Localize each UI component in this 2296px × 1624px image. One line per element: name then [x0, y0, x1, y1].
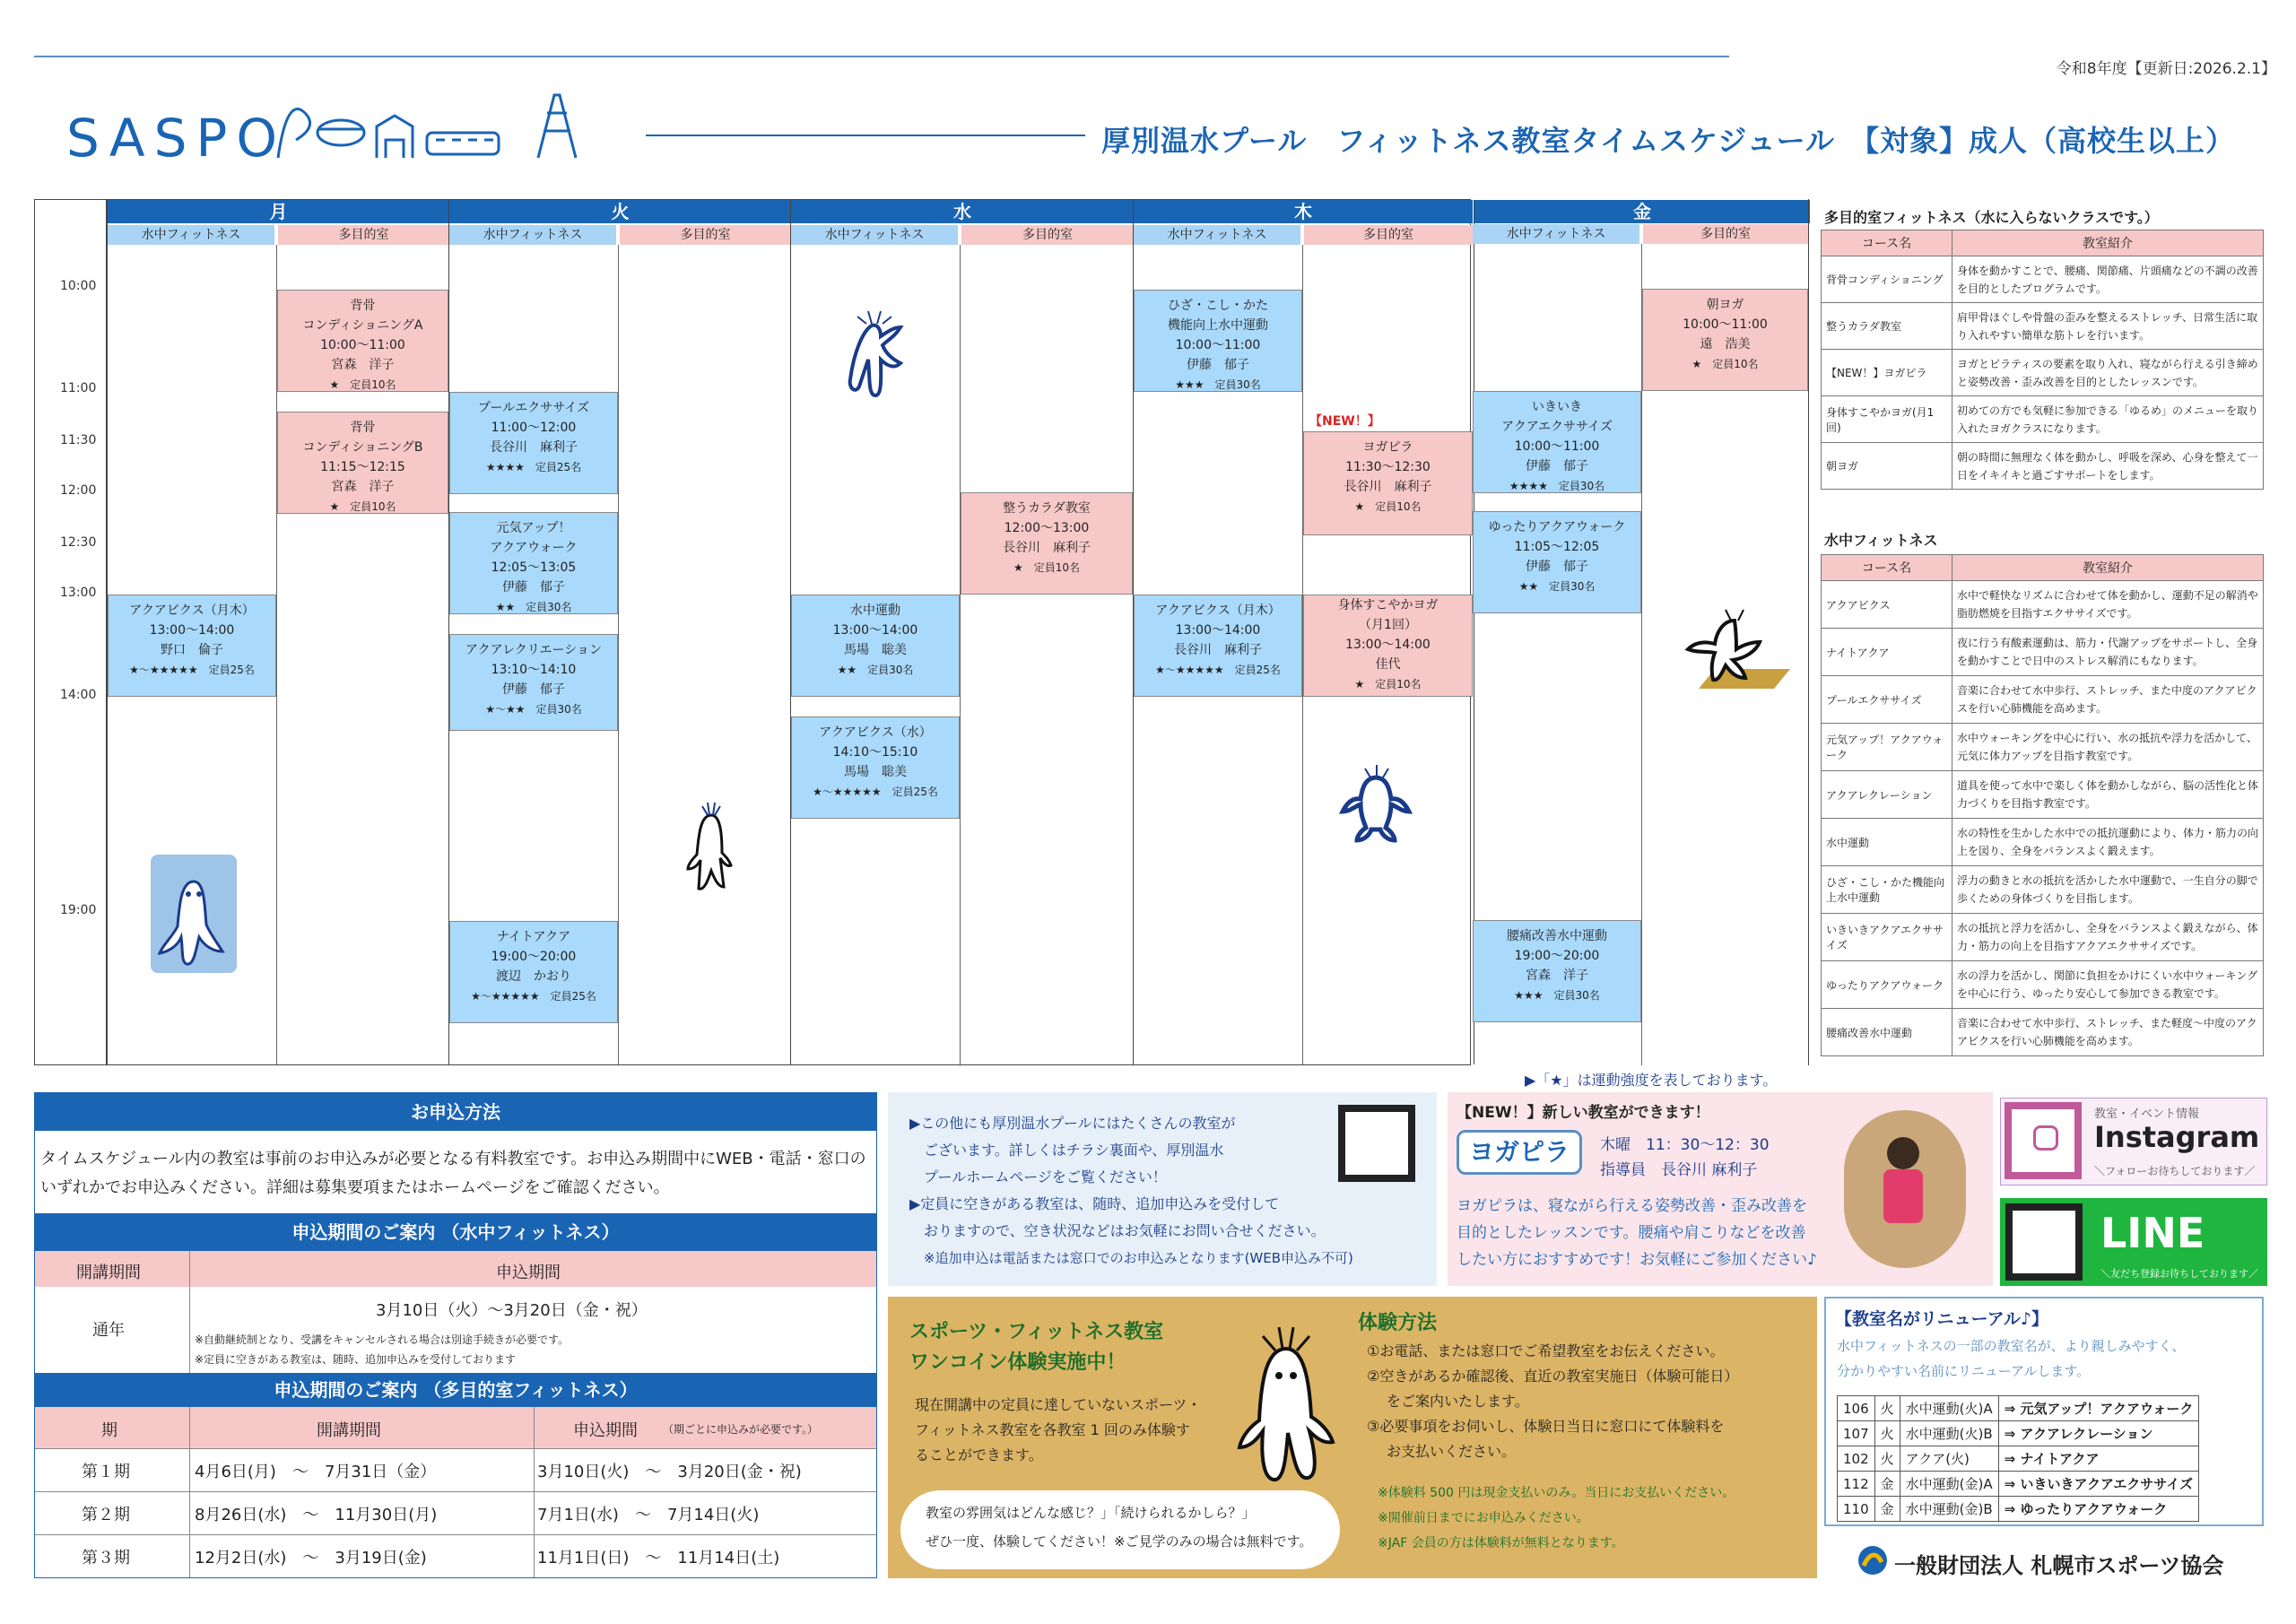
room-header: 多目的室: [620, 225, 791, 245]
class-time: 14:10～15:10: [832, 745, 918, 760]
course-desc: 肩甲骨ほぐしや骨盤の歪みを整えるストレッチ、日常生活に取り入れやすい簡単な筋トレを行います。: [1952, 303, 2264, 350]
new-badge: 【NEW！】: [1309, 414, 1380, 429]
class-block[interactable]: [449, 634, 618, 731]
class-block[interactable]: [791, 716, 960, 819]
cell: 107: [1838, 1421, 1875, 1446]
class-time: 13:10～14:10: [491, 663, 577, 677]
course-name: アクアビクス: [1822, 581, 1952, 629]
class-time: 11:15～12:15: [320, 460, 405, 474]
term-apply: 7月1日(水) ～ 7月14日(火): [537, 1506, 760, 1524]
speech-bubble: [900, 1490, 1340, 1569]
course-name: ひざ・こし・かた機能向上水中運動: [1822, 866, 1952, 914]
row-divider: [35, 1491, 876, 1492]
divider: [534, 1407, 535, 1577]
class-name: 水中運動: [850, 604, 900, 618]
intensity-note: ▶「★」は運動強度を表しております。: [1525, 1072, 1778, 1089]
class-instructor: 伊藤 郁子: [1526, 459, 1588, 473]
col-header: 期: [101, 1421, 117, 1440]
term-label: 第１期: [82, 1463, 130, 1481]
divider: [189, 1407, 190, 1577]
class-capacity: ★ 定員10名: [1354, 678, 1422, 690]
course-name: プールエクササイズ: [1822, 676, 1952, 724]
class-time: 12:00～13:00: [1004, 521, 1090, 535]
col-header: 開講期間: [76, 1264, 141, 1282]
mascot-dancing-icon: [836, 299, 917, 406]
class-block[interactable]: [277, 290, 448, 392]
divider: [189, 1251, 190, 1373]
update-date: 令和8年度【更新日:2026.2.1】: [2056, 60, 2276, 78]
info-line: ございます。詳しくはチラシ裏面や、厚別温水: [924, 1142, 1224, 1159]
col-header: コース名: [1822, 230, 1952, 256]
day-header: 金: [1474, 200, 1810, 223]
course-name: 朝ヨガ: [1822, 443, 1952, 490]
class-time: 13:00～14:00: [1175, 623, 1261, 638]
water-table-title: 水中フィットネス: [1824, 532, 1938, 549]
class-capacity: ★ 定員10名: [1013, 561, 1081, 574]
day-header: 火: [449, 200, 791, 223]
class-instructor: 伊藤 郁子: [1526, 560, 1588, 574]
trial-step: ①お電話、または窓口でご希望教室をお伝えください。: [1367, 1342, 1725, 1359]
photo-head: [1887, 1137, 1919, 1169]
class-time: 11:00～12:00: [491, 421, 577, 435]
water-header: 水中フィットネス: [108, 225, 274, 245]
class-instructor: 馬場 聡美: [844, 643, 907, 657]
bubble-text: 教室の雰囲気はどんな感じ？」「続けられるかしら？」: [926, 1505, 1256, 1521]
class-name: 元気アップ！ アクアウォーク: [490, 521, 578, 555]
course-desc: 朝の時間に無理なく体を動かし、呼吸を深め、心身を整えて一日をイキイキと過ごすサポートをします。: [1952, 443, 2264, 490]
course-desc: 水中で軽快なリズムに合わせて体を動かし、運動不足の解消や脂肪燃焼を目指すエクササイズです。: [1952, 581, 2264, 629]
cell: 水中運動(火)A: [1900, 1396, 1998, 1421]
line-label: LINE: [2100, 1209, 2205, 1257]
class-block[interactable]: [1134, 290, 1302, 392]
class-name: ナイトアクア: [496, 930, 571, 944]
class-capacity: ★ 定員10名: [329, 378, 396, 391]
water-header: 水中フィットネス: [791, 225, 958, 245]
instagram-label: Instagram: [2094, 1120, 2260, 1154]
class-name: 背骨 コンディショニングA: [302, 299, 423, 333]
class-instructor: 渡辺 かおり: [496, 969, 571, 984]
class-block[interactable]: [1473, 391, 1641, 493]
class-name: ゆったりアクアウォーク: [1488, 520, 1626, 534]
day-tuesday: [448, 200, 790, 1064]
renewal-title: 【教室名がリニューアル♪】: [1835, 1309, 2049, 1329]
course-desc: 夜に行う有酸素運動は、筋力・代謝アップをサポートし、全身を動かすことで日中のストレス解消にもなります。: [1952, 629, 2264, 676]
trial-method-title: 体験方法: [1358, 1312, 1438, 1334]
column-divider: [618, 245, 619, 1064]
course-name: 整うカラダ教室: [1822, 303, 1952, 350]
note: ※定員に空きがある教室は、随時、追加申込みを受付しております: [195, 1353, 517, 1366]
cell: ⇒ ゆったりアクアウォーク: [1998, 1497, 2199, 1522]
grid-right-border: [1808, 199, 1809, 1065]
class-name: 整うカラダ教室: [1003, 501, 1091, 516]
trial-text: フィットネス教室を各教室 1 回のみ体験す: [915, 1421, 1190, 1438]
course-name: 腰痛改善水中運動: [1822, 1009, 1952, 1056]
class-name: アクアレクリエーション: [465, 643, 602, 657]
day-wednesday: [790, 200, 1133, 1064]
class-time: 19:00～20:00: [1514, 949, 1600, 963]
day-header: 月: [108, 200, 449, 223]
course-desc: 浮力の動きと水の抵抗を活かした水中運動で、一生自分の脚で歩くための身体づくりを目指します。: [1952, 866, 2264, 914]
top-rule: [34, 56, 1729, 57]
time-label: 12:30: [60, 535, 97, 550]
term-label: 第２期: [82, 1506, 130, 1524]
class-capacity: ★★★★ 定員25名: [485, 461, 582, 473]
instagram-caption: 教室・イベント情報: [2094, 1107, 2200, 1121]
class-block[interactable]: [108, 595, 276, 697]
cell: ⇒ いきいきアクアエクササイズ: [1998, 1472, 2199, 1497]
class-instructor: 宮森 洋子: [331, 480, 395, 494]
class-instructor: 伊藤 郁子: [502, 580, 565, 595]
class-name: アクアビクス（月木）: [1155, 604, 1281, 618]
water-period-header: [35, 1251, 876, 1287]
class-time: 13:00～14:00: [1345, 638, 1431, 652]
class-instructor: 伊藤 郁子: [1187, 358, 1249, 372]
info-box: [888, 1092, 1437, 1286]
day-thursday: [1133, 200, 1474, 1064]
class-name: いきいき アクアエクササイズ: [1501, 400, 1613, 434]
cell: 水中運動(火)B: [1900, 1421, 1998, 1446]
course-name: 背骨コンディショニング: [1822, 256, 1952, 303]
info-line: おりますので、空き状況などはお気軽にお問い合せください。: [924, 1222, 1326, 1239]
class-instructor: 長谷川 麻利子: [1174, 643, 1262, 657]
cell: 水中運動(金)A: [1900, 1472, 1998, 1497]
application-box: [34, 1092, 877, 1578]
trial-text: ることができます。: [915, 1446, 1043, 1463]
renewal-box: [1824, 1297, 2264, 1526]
col-header: 申込期間: [573, 1421, 638, 1440]
cell: アクア(火): [1900, 1446, 1998, 1472]
period-dates: 3月10日（火）～3月20日（金・祝）: [376, 1301, 648, 1320]
new-class-desc: 目的としたレッスンです。腰痛や肩こりなどを改善: [1457, 1224, 1806, 1242]
water-course-table: [1821, 554, 2264, 1056]
room-course-table: [1821, 230, 2264, 490]
term-label: 第３期: [82, 1549, 130, 1568]
class-instructor: 長谷川 麻利子: [490, 440, 578, 455]
time-label: 11:30: [60, 433, 97, 447]
class-block[interactable]: [791, 595, 960, 697]
row-divider: [35, 1448, 876, 1449]
class-capacity: ★★★ 定員30名: [1514, 989, 1600, 1002]
mascot-yoga-icon: [1672, 603, 1797, 716]
apply-text: タイムスケジュール内の教室は事前のお申込みが必要となる有料教室です。お申込み期間中にWEB・電話・窓口のいずれかでお申込みください。詳細は募集要項またはホームページをご確認ください。: [40, 1150, 866, 1197]
class-name: ヨガピラ: [1362, 440, 1413, 455]
class-time: 12:05～13:05: [491, 560, 577, 575]
section-header: 申込期間のご案内 （多目的室フィットネス）: [35, 1373, 876, 1407]
new-class-desc: ヨガピラは、寝ながら行える姿勢改善・歪み改善を: [1457, 1197, 1807, 1215]
room-header: 多目的室: [1643, 224, 1808, 244]
renewal-desc: 水中フィットネスの一部の教室名が、より親しみやすく、: [1837, 1338, 2186, 1354]
trial-note: ※開催前日までにお申込みください。: [1378, 1511, 1589, 1525]
cell: ⇒ 元気アップ！アクアウォーク: [1998, 1396, 2199, 1421]
new-class-instructor: 指導員 長谷川 麻利子: [1600, 1161, 1758, 1179]
city-illustration-icon: [269, 77, 646, 161]
info-line: ▶定員に空きがある教室は、随時、追加申込みを受付して: [909, 1195, 1280, 1212]
class-name: プールエクササイズ: [477, 401, 590, 415]
col-header: 開講期間: [317, 1421, 381, 1440]
class-capacity: ★～★★ 定員30名: [485, 703, 582, 716]
class-time: 11:05～12:05: [1514, 540, 1600, 554]
class-block[interactable]: [1473, 920, 1641, 1022]
association-logo-icon: [1857, 1544, 1889, 1576]
class-block[interactable]: [1303, 595, 1473, 697]
class-capacity: ★～★★★★★ 定員25名: [1155, 664, 1281, 676]
instagram-sub: ＼フォローお待ちしております／: [2094, 1165, 2256, 1177]
course-desc: 初めての方でも気軽に参加できる「ゆるめ」のメニューを取り入れたヨガクラスになります。: [1952, 396, 2264, 443]
class-time: 11:30～12:30: [1345, 460, 1431, 474]
renewal-desc: 分かりやすい名前にリニューアルします。: [1837, 1363, 2091, 1379]
class-capacity: ★ 定員10名: [329, 500, 396, 513]
new-class-time: 木曜 11：30～12：30: [1600, 1136, 1770, 1154]
course-desc: 音楽に合わせて水中歩行、ストレッチ、また軽度～中度のアクアビクスを行い心肺機能を高めます。: [1952, 1009, 2264, 1056]
class-capacity: ★★ 定員30名: [495, 601, 572, 613]
class-time: 19:00～20:00: [491, 950, 577, 964]
water-header: 水中フィットネス: [449, 225, 616, 245]
course-name: いきいきアクアエクササイズ: [1822, 914, 1952, 961]
course-name: 水中運動: [1822, 819, 1952, 866]
cell: 金: [1874, 1497, 1900, 1522]
time-label: 12:00: [60, 483, 97, 498]
new-class-heading: 【NEW！】新しい教室ができます！: [1457, 1104, 1710, 1122]
room-header: 多目的室: [1304, 225, 1473, 245]
class-name: アクアビクス（月木）: [129, 604, 255, 618]
section-header: お申込方法: [35, 1093, 876, 1131]
term-dates: 4月6日(月) ～ 7月31日（金）: [195, 1463, 437, 1481]
mascot-stretching-icon: [1336, 760, 1417, 846]
term-dates: 8月26日(水) ～ 11月30日(月): [195, 1506, 438, 1524]
new-class-desc: したい方におすすめです！お気軽にご参加ください♪: [1457, 1251, 1818, 1269]
info-line: ※追加申込は電話または窓口でのお申込みとなります(WEB申込み不可): [924, 1250, 1353, 1266]
column-divider: [960, 245, 961, 1064]
class-name: ひざ・こし・かた 機能向上水中運動: [1168, 299, 1268, 333]
trial-step: ②空きがあるか確認後、直近の教室実施日（体験可能日）: [1367, 1368, 1739, 1385]
day-header: 水: [791, 200, 1134, 223]
mascot-trial-icon: [1229, 1313, 1345, 1492]
class-name: アクアビクス（水）: [819, 725, 932, 740]
title-rule: [646, 135, 1085, 136]
instagram-box[interactable]: [2000, 1098, 2267, 1185]
time-label: 10:00: [60, 279, 97, 293]
trial-text: 現在開講中の定員に達していないスポーツ・: [915, 1396, 1202, 1413]
class-block[interactable]: [449, 921, 618, 1023]
trial-step: お支払いください。: [1387, 1443, 1517, 1460]
class-name: 身体すこやかヨガ （月1回）: [1337, 598, 1439, 632]
term-dates: 12月2日(水) ～ 3月19日(金): [195, 1549, 427, 1568]
day-monday: [107, 200, 448, 1064]
col-header: 申込期間: [496, 1264, 561, 1282]
term-apply: 3月10日(火) ～ 3月20日(金・祝): [537, 1463, 802, 1481]
class-time: 10:00～11:00: [1683, 317, 1768, 332]
class-block[interactable]: [449, 392, 618, 494]
room-header: 多目的室: [278, 225, 449, 245]
association-name: 一般財団法人 札幌市スポーツ協会: [1894, 1553, 2224, 1578]
class-instructor: 長谷川 麻利子: [1344, 480, 1432, 494]
trial-step: をご案内いたします。: [1387, 1393, 1529, 1410]
class-block[interactable]: [1642, 289, 1808, 391]
class-time: 10:00～11:00: [1514, 439, 1600, 454]
class-block[interactable]: [1303, 431, 1473, 535]
time-column: [35, 200, 107, 1064]
time-label: 19:00: [60, 903, 97, 917]
qr-code-icon[interactable]: [2005, 1203, 2083, 1281]
row-divider: [35, 1534, 876, 1535]
info-line: ▶この他にも厚別温水プールにはたくさんの教室が: [909, 1115, 1236, 1132]
class-instructor: 遠 浩美: [1700, 337, 1751, 352]
class-instructor: 伊藤 郁子: [502, 682, 565, 697]
class-capacity: ★～★★★★★ 定員25名: [129, 664, 255, 676]
class-instructor: 長谷川 麻利子: [1003, 541, 1091, 555]
course-name: 【NEW！】ヨガピラ: [1822, 350, 1952, 396]
instructor-photo: [1844, 1110, 1966, 1268]
cell: 火: [1874, 1396, 1900, 1421]
class-capacity: ★★ 定員30名: [1518, 580, 1596, 593]
class-instructor: 宮森 洋子: [331, 358, 395, 372]
room-header: 多目的室: [961, 225, 1134, 245]
class-instructor: 馬場 聡美: [844, 765, 907, 779]
course-desc: 水の浮力を活かし、関節に負担をかけにくい水中ウォーキングを中心に行う、ゆったり安心して参加できる教室です。: [1952, 961, 2264, 1009]
trial-title: スポーツ・フィットネス教室: [909, 1321, 1164, 1343]
time-label: 14:00: [60, 688, 97, 702]
class-name: 朝ヨガ: [1706, 298, 1744, 312]
course-desc: 水中ウォーキングを中心に行い、水の抵抗や浮力を活かして、元気に体力アップを目指す教室です。: [1952, 724, 2264, 771]
water-header: 水中フィットネス: [1473, 224, 1639, 244]
friday-content: [1473, 199, 1808, 1065]
instagram-icon: [2033, 1125, 2058, 1151]
class-capacity: ★～★★★★★ 定員25名: [813, 786, 938, 798]
cell: ⇒ ナイトアクア: [1998, 1446, 2199, 1472]
time-label: 13:00: [60, 586, 97, 600]
cell: 106: [1838, 1396, 1875, 1421]
course-desc: 音楽に合わせて水中歩行、ストレッチ、また中度のアクアビクスを行い心肺機能を高めます。: [1952, 676, 2264, 724]
course-name: 身体すこやかヨガ(月1回): [1822, 396, 1952, 443]
line-box[interactable]: [2000, 1198, 2267, 1286]
class-time: 13:00～14:00: [832, 623, 918, 638]
note: ※自動継続制となり、受講をキャンセルされる場合は別途手続きが必要です。: [195, 1333, 570, 1346]
section-header: 申込期間のご案内 （水中フィットネス）: [35, 1213, 876, 1251]
cell: ⇒ アクアレクレーション: [1998, 1421, 2199, 1446]
photo-body: [1883, 1169, 1923, 1223]
course-desc: 水の抵抗と浮力を活かし、全身をバランスよく鍛えながら、体力・筋力の向上を目指すアクアエクササイズです。: [1952, 914, 2264, 961]
class-time: 10:00～11:00: [1175, 338, 1261, 352]
class-capacity: ★ 定員10名: [1692, 358, 1759, 370]
mascot-swimming-icon: [151, 855, 237, 973]
class-block[interactable]: [961, 492, 1133, 595]
mascot-standing-icon: [684, 797, 738, 896]
class-name: 腰痛改善水中運動: [1507, 929, 1607, 943]
cell: 火: [1874, 1421, 1900, 1446]
period-label: 通年: [92, 1321, 125, 1340]
course-name: 元気アップ！アクアウォーク: [1822, 724, 1952, 771]
class-time: 10:00～11:00: [320, 338, 405, 352]
term-apply: 11月1日(日) ～ 11月14日(土): [537, 1549, 780, 1568]
time-label: 11:00: [60, 381, 97, 395]
trial-box: [888, 1297, 1817, 1578]
class-instructor: 野口 倫子: [161, 643, 223, 657]
class-capacity: ★★★★ 定員30名: [1509, 480, 1605, 492]
qr-code-icon[interactable]: [1338, 1105, 1415, 1182]
trial-step: ③必要事項をお伺いし、体験日当日に窓口にて体験料を: [1367, 1418, 1725, 1435]
col-header: コース名: [1822, 555, 1952, 581]
class-capacity: ★★ 定員30名: [837, 664, 914, 676]
class-time: 13:00～14:00: [149, 623, 235, 638]
class-instructor: 佳代: [1375, 657, 1401, 672]
course-name: ゆったりアクアウォーク: [1822, 961, 1952, 1009]
new-class-box: [1448, 1092, 1993, 1286]
renewal-table: [1837, 1395, 2199, 1522]
course-name: ナイトアクア: [1822, 629, 1952, 676]
class-block[interactable]: [1134, 595, 1302, 697]
cell: 火: [1874, 1446, 1900, 1472]
trial-note: ※JAF 会員の方は体験料が無料となります。: [1378, 1536, 1624, 1550]
col-header-note: （期ごとに申込みが必要です。）: [663, 1423, 819, 1436]
course-desc: 水の特性を生かした水中での抵抗運動により、体力・筋力の向上を図り、全身をバランスよく鍛えます。: [1952, 819, 2264, 866]
class-name: 背骨 コンディショニングB: [302, 421, 423, 455]
cell: 112: [1838, 1472, 1875, 1497]
cell: 110: [1838, 1497, 1875, 1522]
saspo-logo: SASPO: [66, 108, 287, 169]
course-desc: ヨガとピラティスの要素を取り入れ、寝ながら行える引き締めと姿勢改善・歪み改善を目的としたレッスンです。: [1952, 350, 2264, 396]
cell: 金: [1874, 1472, 1900, 1497]
page-title: 厚別温水プール フィットネス教室タイムスケジュール 【対象】成人（高校生以上）: [1101, 124, 2235, 158]
room-table-title: 多目的室フィットネス（水に入らないクラスです。）: [1824, 209, 2159, 226]
col-header: 教室紹介: [1952, 230, 2264, 256]
course-desc: 身体を動かすことで、腰痛、関節痛、片頭痛などの不調の改善を目的としたプログラムです。: [1952, 256, 2264, 303]
class-instructor: 宮森 洋子: [1526, 968, 1588, 983]
course-desc: 道具を使って水中で楽しく体を動かしながら、脳の活性化と体力づくりを目指す教室です。: [1952, 771, 2264, 819]
course-name: アクアレクレーション: [1822, 771, 1952, 819]
line-sub: ＼友だち登録お待ちしております／: [2100, 1268, 2258, 1280]
day-header: 木: [1134, 200, 1473, 223]
class-capacity: ★～★★★★★ 定員25名: [471, 990, 596, 1003]
class-block[interactable]: [1473, 511, 1641, 613]
cell: 水中運動(金)B: [1900, 1497, 1998, 1522]
col-header: 教室紹介: [1952, 555, 2264, 581]
class-capacity: ★★★ 定員30名: [1175, 378, 1261, 391]
info-line: プールホームページをご覧ください！: [924, 1168, 1167, 1185]
cell: 102: [1838, 1446, 1875, 1472]
class-block[interactable]: [449, 512, 618, 614]
water-header: 水中フィットネス: [1134, 225, 1300, 245]
bubble-text: ぜひ一度、体験してください！※ご見学のみの場合は無料です。: [926, 1533, 1313, 1550]
class-capacity: ★ 定員10名: [1354, 500, 1422, 513]
trial-title: ワンコイン体験実施中！: [909, 1351, 1126, 1374]
class-block[interactable]: [277, 412, 448, 514]
new-class-name: ヨガピラ: [1457, 1130, 1582, 1175]
trial-note: ※体験料 500 円は現金支払いのみ。当日にお支払いください。: [1378, 1486, 1735, 1500]
